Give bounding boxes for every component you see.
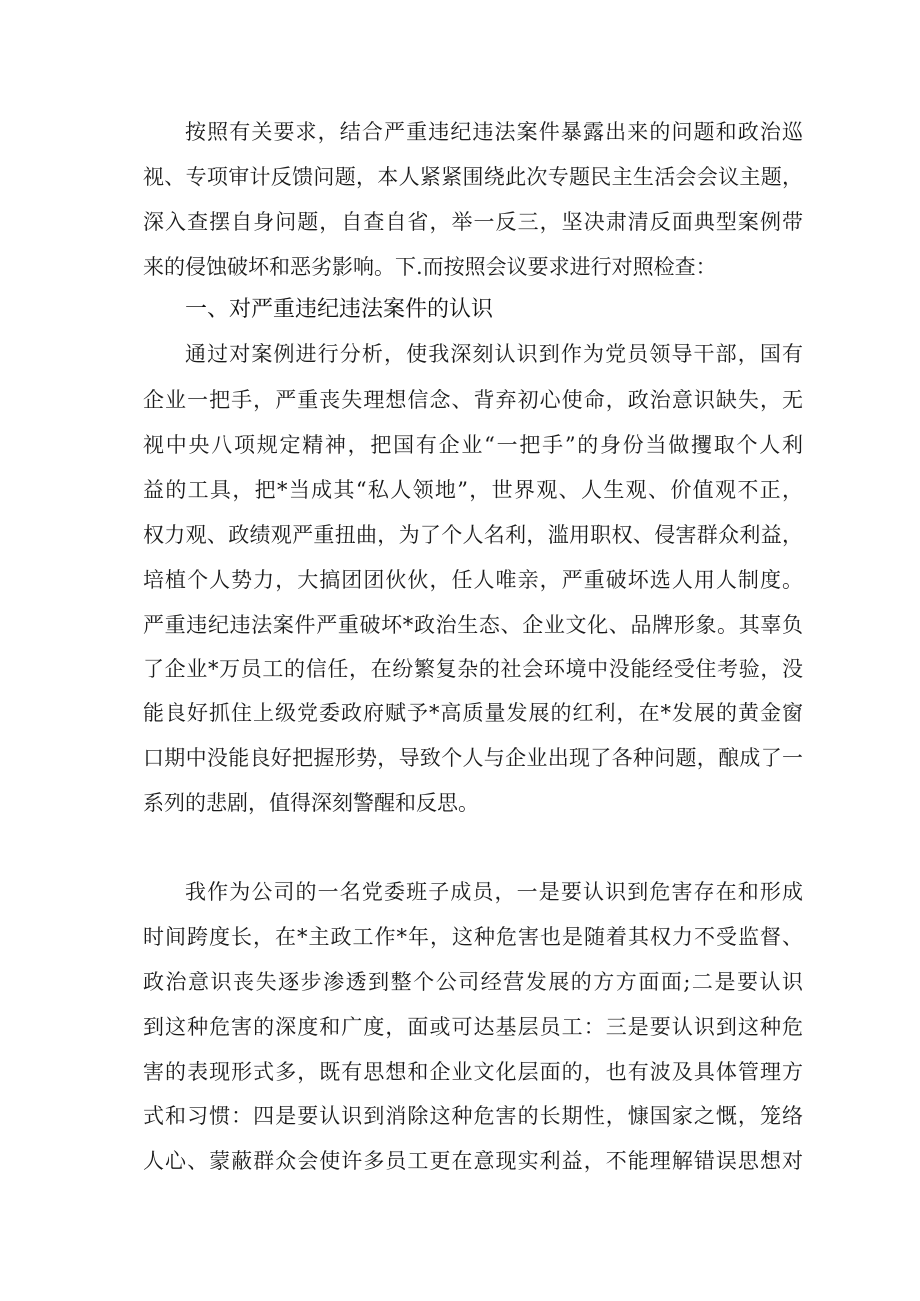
paragraph-2-line-2: 企业一把手，严重丧失理想信念、背弃初心使命，政治意识缺失，无 [143, 388, 803, 412]
paragraph-3-line-2: 时间跨度长，在*主政工作*年，这种危害也是随着其权力不受监督、 [143, 925, 803, 949]
paragraph-1-line-1: 按照有关要求，结合严重违纪违法案件暴露出来的问题和政治巡 [185, 120, 803, 144]
paragraph-2-line-8: 了企业*万员工的信任，在纷繁复杂的社会环境中没能经受住考验，没 [143, 657, 803, 681]
paragraph-3-line-4: 到这种危害的深度和广度，面或可达基层员工：三是要认识到这种危 [143, 1015, 803, 1039]
paragraph-2-line-1: 通过对案例进行分析，使我深刻认识到作为党员领导干部，国有 [185, 342, 803, 366]
paragraph-2-line-5: 权力观、政绩观严重扭曲，为了个人名利，滥用职权、侵害群众利益， [143, 523, 803, 547]
paragraph-3-line-6: 式和习惯：四是要认识到消除这种危害的长期性，慷国家之慨，笼络 [143, 1104, 803, 1128]
paragraph-2-line-7: 严重违纪违法案件严重破坏*政治生态、企业文化、品牌形象。其辜负 [143, 613, 803, 637]
paragraph-1-line-3: 深入查摆自身问题，自查自省，举一反三，坚决肃清反面典型案例带 [143, 210, 803, 234]
paragraph-3-line-1: 我作为公司的一名党委班子成员，一是要认识到危害存在和形成 [185, 880, 803, 904]
section-heading: 一、对严重违纪违法案件的认识 [185, 297, 494, 322]
paragraph-2-line-9: 能良好抓住上级党委政府赋予*高质量发展的红利，在*发展的黄金窗 [143, 701, 803, 725]
paragraph-2-line-10: 口期中没能良好把握形势，导致个人与企业出现了各种问题，酿成了一 [143, 746, 803, 770]
paragraph-1-line-2: 视、专项审计反馈问题，本人紧紧围绕此次专题民主生活会会议主题， [143, 165, 803, 189]
paragraph-3-line-5: 害的表现形式多，既有思想和企业文化层面的，也有波及具体管理方 [143, 1060, 803, 1084]
paragraph-2-line-3: 视中央八项规定精神，把国有企业“一把手”的身份当做攫取个人利 [143, 433, 803, 457]
paragraph-3-line-7: 人心、蒙蔽群众会使许多员工更在意现实利益，不能理解错误思想对 [143, 1149, 803, 1173]
paragraph-2-line-4: 益的工具，把*当成其“私人领地”，世界观、人生观、价值观不正， [143, 478, 803, 502]
paragraph-3-line-3: 政治意识丧失逐步渗透到整个公司经营发展的方方面面;二是要认识 [143, 970, 803, 994]
paragraph-1-line-4: 来的侵蚀破坏和恶劣影响。下.而按照会议要求进行对照检查： [143, 255, 717, 279]
paragraph-2-line-11: 系列的悲剧，值得深刻警醒和反思。 [143, 791, 479, 815]
paragraph-2-line-6: 培植个人势力，大搞团团伙伙，任人唯亲，严重破坏选人用人制度。 [143, 568, 803, 592]
